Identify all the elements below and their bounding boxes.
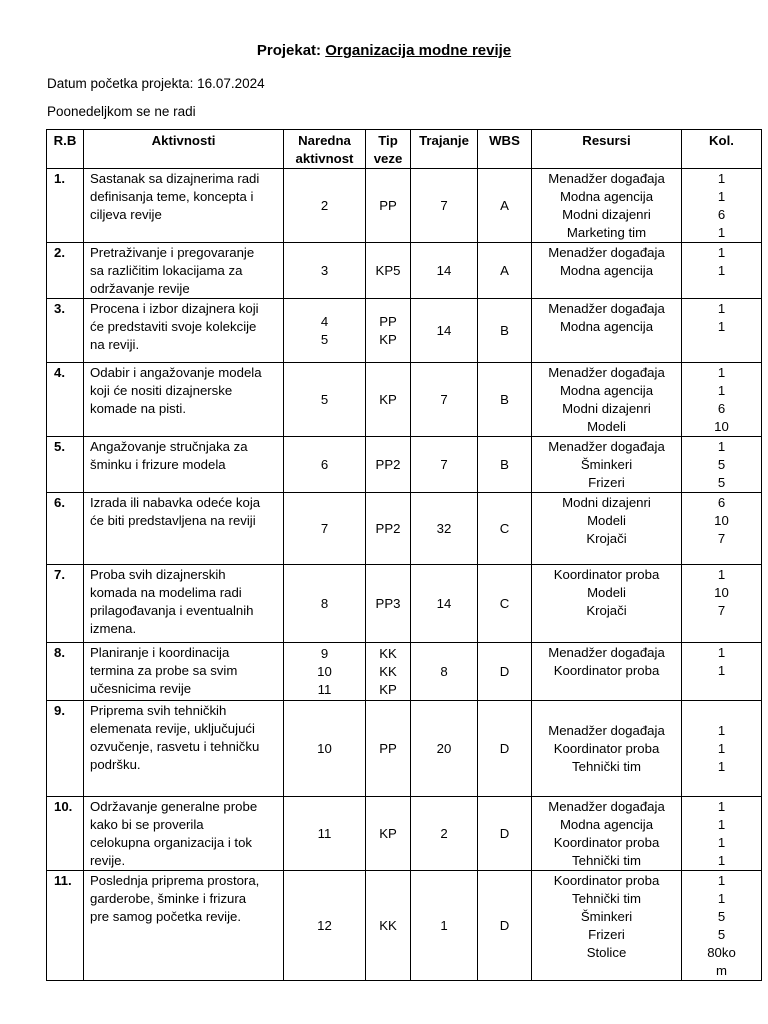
- naredna-line: 10: [317, 663, 332, 679]
- cell-wbs: D: [478, 701, 532, 797]
- kol-line: 6: [717, 207, 726, 222]
- cell-rb: 11.: [47, 871, 84, 981]
- cell-tip-veze: [366, 437, 411, 493]
- cell-resursi: [532, 871, 682, 981]
- kol-line: 1: [717, 759, 726, 774]
- cell-tip-veze: [366, 797, 411, 871]
- kol-line: 1: [717, 817, 726, 832]
- cell-tip-veze: [366, 871, 411, 981]
- naredna-line: 5: [320, 331, 329, 347]
- resurs-line: Koordinator proba: [553, 663, 660, 678]
- aktivnost-line: održavanje revije: [90, 281, 190, 296]
- kol-line: 1: [717, 873, 726, 888]
- naredna-line: 3: [320, 262, 329, 278]
- table-body: [47, 169, 762, 981]
- kol-line: 1: [717, 891, 726, 906]
- activities-table: [46, 129, 762, 981]
- cell-naredna: [284, 243, 366, 299]
- note-line: Poonedeljkom se ne radi: [47, 104, 196, 119]
- aktivnost-line: učesnicima revije: [90, 681, 192, 696]
- kol-line: 6: [717, 495, 726, 510]
- cell-resursi: [532, 169, 682, 243]
- kol-line: 1: [717, 835, 726, 850]
- cell-naredna: [284, 363, 366, 437]
- resurs-line: Modna agencija: [559, 263, 654, 278]
- cell-wbs: D: [478, 797, 532, 871]
- resurs-line: Menadžer događaja: [548, 645, 665, 660]
- resurs-line: Menadžer događaja: [548, 723, 665, 738]
- col-header-trajanje: Trajanje: [411, 130, 478, 169]
- cell-trajanje: 1: [411, 871, 478, 981]
- naredna-line: 4: [320, 313, 329, 329]
- kol-line: 1: [717, 853, 726, 868]
- aktivnost-line: Proba svih dizajnerskih: [90, 567, 226, 582]
- cell-naredna: [284, 565, 366, 643]
- cell-resursi: [532, 797, 682, 871]
- aktivnost-line: ozvučenje, rasvetu i tehničku: [90, 739, 260, 754]
- cell-rb: 7.: [47, 565, 84, 643]
- title-project-name: Organizacija modne revije: [325, 42, 512, 59]
- cell-kol: [682, 243, 762, 299]
- cell-aktivnost: [84, 169, 284, 243]
- cell-naredna: [284, 797, 366, 871]
- table-row: [47, 169, 762, 243]
- tip-line: PP: [379, 197, 397, 213]
- aktivnost-line: Procena i izbor dizajnera koji: [90, 301, 259, 316]
- kol-line: 10: [714, 513, 729, 528]
- col-header-aktivnosti: Aktivnosti: [84, 130, 284, 169]
- resurs-line: Modeli: [587, 585, 626, 600]
- cell-wbs: B: [478, 437, 532, 493]
- cell-wbs: B: [478, 363, 532, 437]
- cell-wbs: C: [478, 493, 532, 565]
- cell-naredna: [284, 493, 366, 565]
- resurs-line: Koordinator proba: [553, 567, 660, 582]
- table-row: [47, 701, 762, 797]
- aktivnost-line: celokupna organizacija i tok: [90, 835, 253, 850]
- resurs-line: Krojači: [586, 531, 627, 546]
- table-header-row: [47, 130, 762, 169]
- cell-trajanje: 14: [411, 299, 478, 363]
- aktivnost-line: sa različitim lokacijama za: [90, 263, 243, 278]
- cell-tip-veze: [366, 243, 411, 299]
- naredna-line: 5: [320, 391, 329, 407]
- cell-trajanje: 7: [411, 437, 478, 493]
- cell-wbs: D: [478, 643, 532, 701]
- table-row: [47, 643, 762, 701]
- kol-line: 1: [717, 365, 726, 380]
- cell-resursi: [532, 701, 682, 797]
- cell-rb: 1.: [47, 169, 84, 243]
- kol-line: 1: [717, 799, 726, 814]
- kol-line: 80ko: [707, 945, 736, 960]
- cell-resursi: [532, 437, 682, 493]
- table-row: [47, 797, 762, 871]
- resurs-line: Šminkeri: [580, 909, 633, 924]
- resurs-line: Modeli: [587, 419, 626, 434]
- cell-kol: [682, 797, 762, 871]
- aktivnost-line: Izrada ili nabavka odeće koja: [90, 495, 261, 510]
- resurs-line: Menadžer događaja: [548, 301, 665, 316]
- kol-line: 1: [717, 567, 726, 582]
- kol-line: 1: [717, 319, 726, 334]
- resurs-line: Stolice: [586, 945, 627, 960]
- naredna-line: 7: [320, 520, 329, 536]
- aktivnost-line: Angažovanje stručnjaka za: [90, 439, 248, 454]
- kol-line: 10: [714, 419, 729, 434]
- aktivnost-line: podršku.: [90, 757, 141, 772]
- aktivnost-line: Održavanje generalne probe: [90, 799, 258, 814]
- cell-rb: 4.: [47, 363, 84, 437]
- aktivnost-line: ciljeva revije: [90, 207, 162, 222]
- naredna-line: 9: [320, 645, 329, 661]
- kol-line: 6: [717, 401, 726, 416]
- aktivnost-line: izmena.: [90, 621, 137, 636]
- tip-line: PP: [379, 740, 397, 756]
- cell-aktivnost: [84, 437, 284, 493]
- cell-naredna: [284, 643, 366, 701]
- table-row: [47, 871, 762, 981]
- resurs-line: Koordinator proba: [553, 835, 660, 850]
- cell-trajanje: 2: [411, 797, 478, 871]
- cell-kol: [682, 363, 762, 437]
- tip-line: KK: [379, 663, 397, 679]
- aktivnost-line: koji će nositi dizajnerske: [90, 383, 233, 398]
- tip-line: KP: [379, 825, 397, 841]
- cell-kol: [682, 701, 762, 797]
- cell-resursi: [532, 565, 682, 643]
- resurs-line: Modna agencija: [559, 319, 654, 334]
- aktivnost-line: Sastanak sa dizajnerima radi: [90, 171, 260, 186]
- kol-line: 10: [714, 585, 729, 600]
- aktivnost-line: revije.: [90, 853, 126, 868]
- cell-trajanje: 8: [411, 643, 478, 701]
- cell-naredna: [284, 701, 366, 797]
- cell-aktivnost: [84, 493, 284, 565]
- cell-rb: 2.: [47, 243, 84, 299]
- aktivnost-line: pre samog početka revije.: [90, 909, 241, 924]
- cell-trajanje: 20: [411, 701, 478, 797]
- resurs-line: Menadžer događaja: [548, 439, 665, 454]
- aktivnost-line: Poslednja priprema prostora,: [90, 873, 260, 888]
- aktivnost-line: kako bi se proverila: [90, 817, 204, 832]
- resurs-line: Modni dizajenri: [562, 207, 651, 222]
- resurs-line: Tehnički tim: [572, 891, 641, 906]
- table-row: [47, 437, 762, 493]
- aktivnost-line: Planiranje i koordinacija: [90, 645, 230, 660]
- cell-tip-veze: [366, 169, 411, 243]
- col-header-wbs: WBS: [478, 130, 532, 169]
- page-title: [0, 42, 768, 59]
- cell-naredna: [284, 437, 366, 493]
- table-row: [47, 565, 762, 643]
- tip-line: KK: [379, 917, 397, 933]
- col-header-rb: R.B: [47, 130, 84, 169]
- resurs-line: Koordinator proba: [553, 873, 660, 888]
- aktivnost-line: definisanja teme, koncepta i: [90, 189, 254, 204]
- aktivnost-line: garderobe, šminke i frizura: [90, 891, 247, 906]
- cell-aktivnost: [84, 363, 284, 437]
- cell-trajanje: 32: [411, 493, 478, 565]
- cell-rb: 6.: [47, 493, 84, 565]
- cell-wbs: A: [478, 243, 532, 299]
- tip-line: KP5: [375, 262, 401, 278]
- resurs-line: Menadžer događaja: [548, 171, 665, 186]
- cell-aktivnost: [84, 643, 284, 701]
- cell-kol: [682, 169, 762, 243]
- cell-aktivnost: [84, 565, 284, 643]
- col-header-tip: Tip veze: [366, 130, 411, 169]
- table-row: [47, 363, 762, 437]
- aktivnost-line: prilagođavanja i eventualnih: [90, 603, 254, 618]
- cell-aktivnost: [84, 299, 284, 363]
- tip-line: PP2: [375, 456, 401, 472]
- tip-line: KK: [379, 645, 397, 661]
- aktivnost-line: šminku i frizure modela: [90, 457, 226, 472]
- cell-resursi: [532, 643, 682, 701]
- aktivnost-line: termina za probe sa svim: [90, 663, 238, 678]
- tip-line: PP: [379, 313, 397, 329]
- resurs-line: Marketing tim: [566, 225, 647, 240]
- cell-trajanje: 7: [411, 363, 478, 437]
- cell-kol: [682, 493, 762, 565]
- resurs-line: Menadžer događaja: [548, 245, 665, 260]
- cell-wbs: D: [478, 871, 532, 981]
- resurs-line: Menadžer događaja: [548, 799, 665, 814]
- aktivnost-line: Priprema svih tehničkih: [90, 703, 227, 718]
- cell-tip-veze: [366, 299, 411, 363]
- cell-aktivnost: [84, 797, 284, 871]
- tip-line: KP: [379, 681, 397, 697]
- cell-kol: [682, 871, 762, 981]
- resurs-line: Modna agencija: [559, 189, 654, 204]
- cell-kol: [682, 299, 762, 363]
- cell-rb: 9.: [47, 701, 84, 797]
- cell-tip-veze: [366, 363, 411, 437]
- kol-line: 1: [717, 439, 726, 454]
- kol-line: 1: [717, 171, 726, 186]
- cell-naredna: [284, 299, 366, 363]
- cell-wbs: C: [478, 565, 532, 643]
- cell-kol: [682, 437, 762, 493]
- kol-line: 1: [717, 723, 726, 738]
- cell-aktivnost: [84, 243, 284, 299]
- kol-line: m: [716, 963, 727, 978]
- title-prefix: Projekat:: [256, 42, 322, 59]
- cell-resursi: [532, 493, 682, 565]
- cell-resursi: [532, 363, 682, 437]
- naredna-line: 10: [317, 740, 332, 756]
- kol-line: 1: [717, 245, 726, 260]
- tip-line: KP: [379, 391, 397, 407]
- kol-line: 1: [717, 645, 726, 660]
- aktivnost-line: će predstaviti svoje kolekcije: [90, 319, 257, 334]
- aktivnost-line: Pretraživanje i pregovaranje: [90, 245, 255, 260]
- cell-trajanje: 14: [411, 243, 478, 299]
- aktivnost-line: će biti predstavljena na reviji: [90, 513, 256, 528]
- col-header-naredna: Naredna aktivnost: [284, 130, 366, 169]
- cell-rb: 3.: [47, 299, 84, 363]
- resurs-line: Modna agencija: [559, 383, 654, 398]
- cell-kol: [682, 643, 762, 701]
- naredna-line: 11: [317, 825, 332, 841]
- cell-rb: 5.: [47, 437, 84, 493]
- resurs-line: Frizeri: [588, 475, 625, 490]
- cell-resursi: [532, 299, 682, 363]
- tip-line: PP2: [375, 520, 401, 536]
- kol-line: 7: [717, 531, 726, 546]
- cell-trajanje: 14: [411, 565, 478, 643]
- kol-line: 1: [717, 189, 726, 204]
- cell-naredna: [284, 169, 366, 243]
- resurs-line: Menadžer događaja: [548, 365, 665, 380]
- kol-line: 1: [717, 263, 726, 278]
- kol-line: 1: [717, 301, 726, 316]
- resurs-line: Tehnički tim: [572, 759, 641, 774]
- kol-line: 7: [717, 603, 726, 618]
- resurs-line: Modni dizajenri: [562, 495, 651, 510]
- tip-line: PP3: [375, 595, 401, 611]
- cell-tip-veze: [366, 565, 411, 643]
- naredna-line: 8: [320, 595, 329, 611]
- kol-line: 5: [717, 457, 726, 472]
- table-row: [47, 493, 762, 565]
- kol-line: 5: [717, 927, 726, 942]
- table-row: [47, 243, 762, 299]
- col-header-kol: Kol.: [682, 130, 762, 169]
- cell-trajanje: 7: [411, 169, 478, 243]
- kol-line: 5: [717, 909, 726, 924]
- cell-naredna: [284, 871, 366, 981]
- cell-kol: [682, 565, 762, 643]
- aktivnost-line: komade na pisti.: [90, 401, 187, 416]
- tip-line: KP: [379, 331, 397, 347]
- cell-rb: 8.: [47, 643, 84, 701]
- resurs-line: Koordinator proba: [553, 741, 660, 756]
- resurs-line: Šminkeri: [580, 457, 633, 472]
- start-date-line: Datum početka projekta: 16.07.2024: [47, 76, 265, 91]
- naredna-line: 12: [317, 917, 332, 933]
- resurs-line: Krojači: [586, 603, 627, 618]
- resurs-line: Frizeri: [588, 927, 625, 942]
- resurs-line: Modeli: [587, 513, 626, 528]
- aktivnost-line: na reviji.: [90, 337, 140, 352]
- naredna-line: 2: [320, 197, 329, 213]
- cell-tip-veze: [366, 643, 411, 701]
- cell-resursi: [532, 243, 682, 299]
- naredna-line: 6: [320, 456, 329, 472]
- cell-aktivnost: [84, 701, 284, 797]
- kol-line: 1: [717, 383, 726, 398]
- kol-line: 1: [717, 663, 726, 678]
- aktivnost-line: Odabir i angažovanje modela: [90, 365, 262, 380]
- kol-line: 5: [717, 475, 726, 490]
- resurs-line: Tehnički tim: [572, 853, 641, 868]
- aktivnost-line: elemenata revije, uključujući: [90, 721, 255, 736]
- kol-line: 1: [717, 225, 726, 240]
- cell-tip-veze: [366, 493, 411, 565]
- resurs-line: Modna agencija: [559, 817, 654, 832]
- cell-wbs: B: [478, 299, 532, 363]
- aktivnost-line: komada na modelima radi: [90, 585, 242, 600]
- kol-line: 1: [717, 741, 726, 756]
- cell-tip-veze: [366, 701, 411, 797]
- cell-aktivnost: [84, 871, 284, 981]
- naredna-line: 11: [317, 681, 332, 697]
- cell-wbs: A: [478, 169, 532, 243]
- col-header-resursi: Resursi: [532, 130, 682, 169]
- resurs-line: Modni dizajenri: [562, 401, 651, 416]
- table-row: [47, 299, 762, 363]
- cell-rb: 10.: [47, 797, 84, 871]
